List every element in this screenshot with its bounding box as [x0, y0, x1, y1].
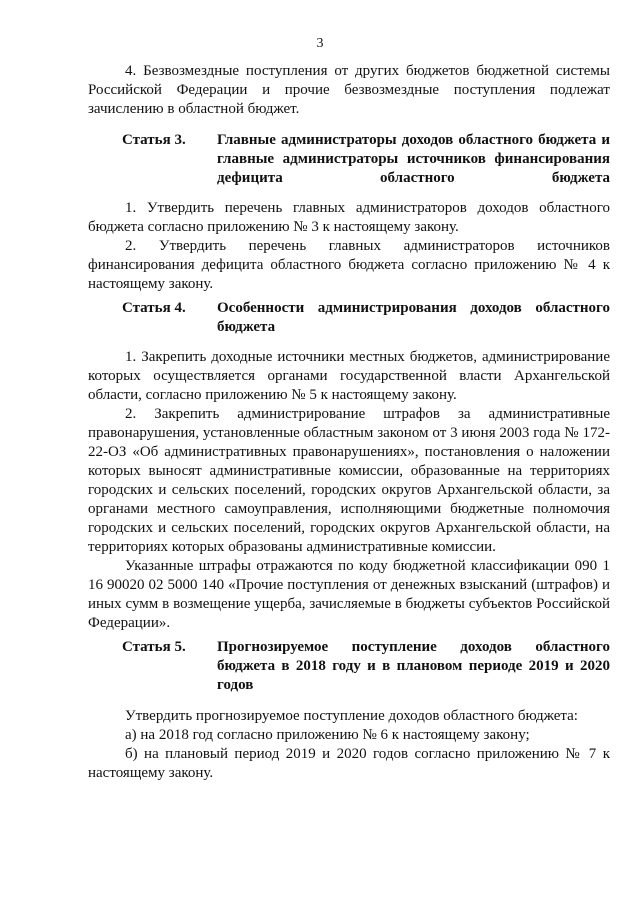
article-5-intro: Утвердить прогнозируемое поступление доходов областного бюджета:	[125, 708, 578, 724]
article-4-paragraph-3: Указанные штрафы отражаются по коду бюджетной классификации 090 1 16 90020 02 5000 140 «Прочие поступления от денежных взысканий (штрафов) и иных сумм в возмещение ущерба, зачисляемые в бюджеты субъектов Российской Федерации».	[88, 558, 610, 631]
article-5-title: Прогнозируемое поступление доходов областного бюджета в 2018 году и в плановом периоде 2019 и 2020 годов	[217, 639, 610, 693]
article-5-number: Статья 5.	[122, 639, 186, 655]
paragraph-4-free-receipts: 4. Безвозмездные поступления от других бюджетов бюджетной системы Российской Федерации и прочие безвозмездные поступления подлежат зачислению в областной бюджет.	[88, 63, 610, 117]
article-4-title: Особенности администрирования доходов областного бюджета	[217, 300, 610, 335]
article-3-title: Главные администраторы доходов областного бюджета и главные администраторы источников финансирования дефицита областного бюджета	[217, 132, 610, 186]
article-4-paragraph-1: 1. Закрепить доходные источники местных бюджетов, администрирование которых осуществляется органами государственной власти Архангельской области, согласно приложению № 5 к настоящему закону.	[88, 349, 610, 403]
article-5-item-a: а) на 2018 год согласно приложению № 6 к настоящему закону;	[125, 727, 530, 743]
article-4-paragraph-2: 2. Закрепить администрирование штрафов за административные правонарушения, установленные областным законом от 3 июня 2003 года № 172-22-ОЗ «Об административных правонарушениях», постановления о наложении которых выносят административные комиссии, образованные на территориях городских и сельских поселений, городских округов Архангельской области, за органами местного самоуправления, исполняющими бюджетные полномочия городских и сельских поселений, городских округов Архангельской области, на территориях которых образованы административные комиссии.	[88, 406, 610, 555]
article-3-paragraph-1: 1. Утвердить перечень главных администраторов доходов областного бюджета согласно приложению № 3 к настоящему закону.	[88, 200, 610, 235]
article-4-number: Статья 4.	[122, 300, 186, 316]
page-number: 3	[316, 36, 324, 51]
article-5-item-b: б) на плановый период 2019 и 2020 годов согласно приложению № 7 к настоящему закону.	[88, 746, 610, 781]
article-3-paragraph-2: 2. Утвердить перечень главных администраторов источников финансирования дефицита областного бюджета согласно приложению № 4 к настоящему закону.	[88, 238, 610, 292]
article-3-number: Статья 3.	[122, 132, 186, 148]
